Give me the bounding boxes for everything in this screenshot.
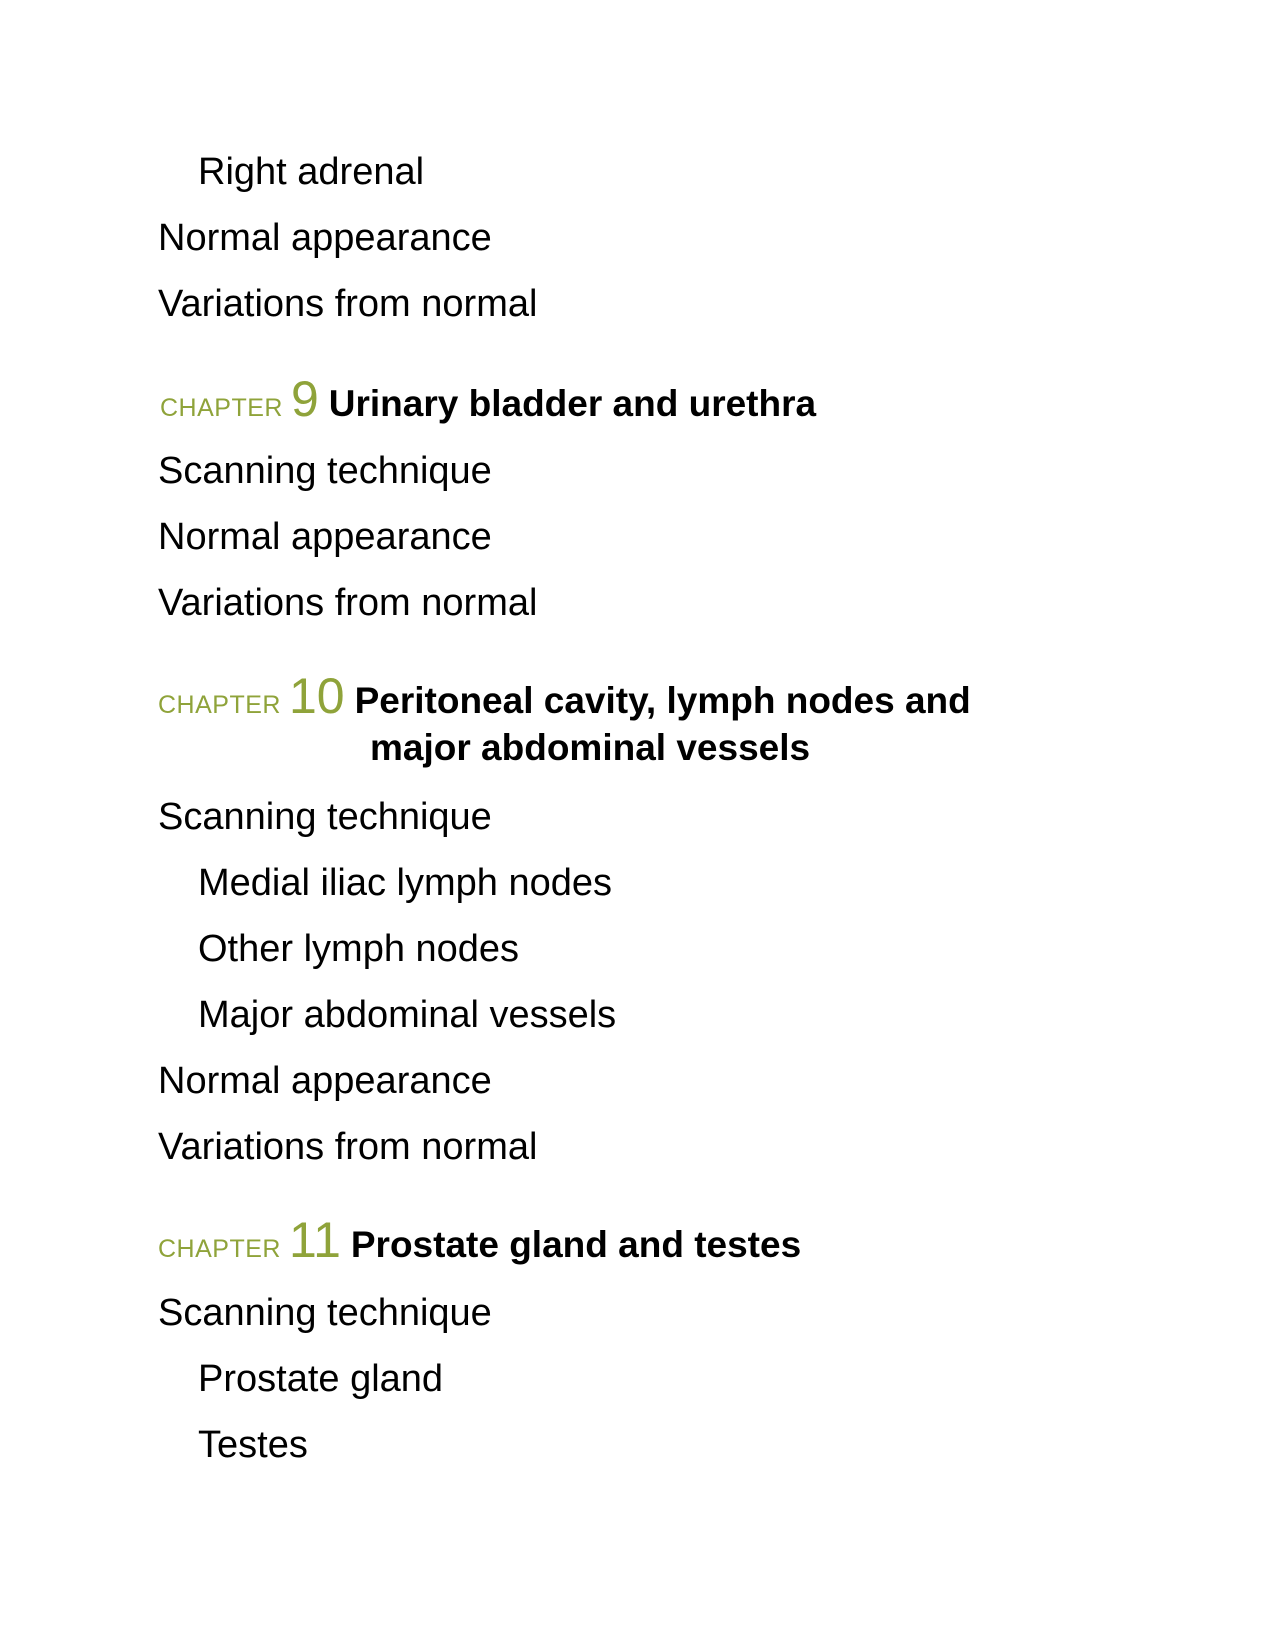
toc-subentry[interactable]: Prostate gland [198, 1358, 444, 1400]
toc-entry[interactable]: Variations from normal [158, 1126, 538, 1168]
chapter-title-continued: major abdominal vessels [370, 727, 811, 768]
toc-subentry[interactable]: Medial iliac lymph nodes [198, 862, 612, 904]
toc-subentry[interactable]: Testes [198, 1424, 308, 1466]
toc-entry[interactable]: Normal appearance [158, 516, 492, 558]
chapter-title: Peritoneal cavity, lymph nodes and [354, 680, 971, 721]
chapter-label: CHAPTER [158, 1235, 281, 1263]
chapter-number: 9 [290, 371, 319, 427]
toc-entry[interactable]: Normal appearance [158, 1060, 492, 1102]
chapter-number: 11 [288, 1212, 341, 1268]
toc-entry[interactable]: Normal appearance [158, 217, 492, 259]
toc-entry[interactable]: Scanning technique [158, 1292, 492, 1334]
toc-entry[interactable]: Variations from normal [158, 283, 538, 325]
toc-entry[interactable]: Variations from normal [158, 582, 538, 624]
toc-subentry[interactable]: Other lymph nodes [198, 928, 520, 970]
chapter-11-heading[interactable] [158, 1211, 801, 1269]
chapter-title: Urinary bladder and urethra [328, 383, 817, 424]
chapter-label: CHAPTER [158, 691, 281, 719]
toc-entry[interactable]: Scanning technique [158, 450, 492, 492]
chapter-number: 10 [288, 668, 345, 724]
toc-subentry[interactable]: Right adrenal [198, 151, 425, 193]
toc-subentry[interactable]: Major abdominal vessels [198, 994, 617, 1036]
toc-entry[interactable]: Scanning technique [158, 796, 492, 838]
chapter-10-heading[interactable] [158, 667, 971, 725]
chapter-label: CHAPTER [160, 394, 283, 422]
chapter-9-heading[interactable] [160, 370, 816, 428]
chapter-title: Prostate gland and testes [350, 1224, 802, 1265]
